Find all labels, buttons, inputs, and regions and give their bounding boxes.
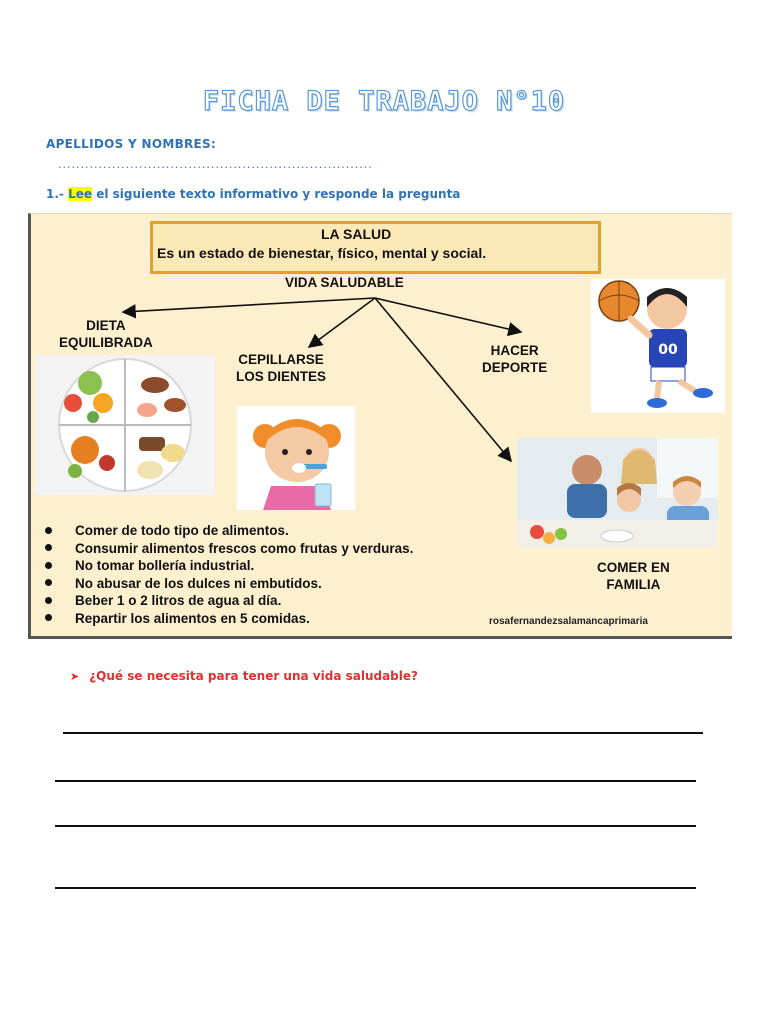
names-field[interactable]: ...................................................................... [58, 158, 373, 171]
branch-label-sport: HACER DEPORTE [482, 343, 548, 375]
branch-label-teeth: CEPILLARSE LOS DIENTES [236, 352, 327, 384]
bullet-icon [45, 527, 52, 534]
list-item: No tomar bollería industrial. [45, 557, 413, 575]
arrow-to-diet [123, 298, 375, 312]
question [70, 669, 418, 683]
healthy-tips-list [45, 522, 413, 627]
basketball-kid-image [591, 279, 725, 413]
instruction-highlight: Lee [68, 187, 93, 201]
answer-line-1[interactable] [63, 732, 703, 734]
instruction-text: el siguiente texto informativo y responde la pregunta [96, 187, 461, 201]
list-item: No abusar de los dulces ni embutidos. [45, 575, 413, 593]
brushing-teeth-image [237, 406, 355, 510]
health-box-definition: Es un estado de bienestar, físico, mental y social. [157, 245, 487, 261]
arrow-to-sport [375, 298, 521, 332]
image-credit: rosafernandezsalamancaprimaria [489, 616, 648, 627]
page-title: FICHA DE TRABAJO N°10 [202, 86, 566, 117]
arrow-to-teeth [309, 298, 375, 347]
list-item: Consumir alimentos frescos como frutas y verduras. [45, 540, 413, 558]
arrow-to-family [375, 298, 511, 461]
instruction [46, 187, 460, 201]
answer-line-2[interactable] [55, 780, 696, 782]
list-item: Comer de todo tipo de alimentos. [45, 522, 413, 540]
family-meal-image [517, 438, 718, 548]
answer-line-3[interactable] [55, 825, 696, 827]
bullet-icon [45, 597, 52, 604]
arrow-bullet-icon: ➤ [70, 670, 80, 683]
bullet-icon [45, 614, 52, 621]
jersey-number: 00 [658, 342, 678, 358]
branch-label-diet: DIETA EQUILIBRADA [59, 318, 153, 350]
list-item: Beber 1 o 2 litros de agua al día. [45, 592, 413, 610]
bullet-icon [45, 544, 52, 551]
bullet-icon [45, 579, 52, 586]
names-label: APELLIDOS Y NOMBRES: [46, 137, 217, 151]
bullet-icon [45, 562, 52, 569]
list-item: Repartir los alimentos en 5 comidas. [45, 610, 413, 628]
health-infographic [28, 213, 732, 639]
branch-label-family: COMER EN FAMILIA [597, 560, 670, 592]
answer-line-4[interactable] [55, 887, 696, 889]
food-plate-image [35, 355, 215, 495]
health-box-title: LA SALUD [321, 226, 392, 242]
center-label: VIDA SALUDABLE [285, 275, 404, 290]
question-text: ¿Qué se necesita para tener una vida saludable? [89, 669, 418, 683]
instruction-number: 1.- [46, 187, 64, 201]
